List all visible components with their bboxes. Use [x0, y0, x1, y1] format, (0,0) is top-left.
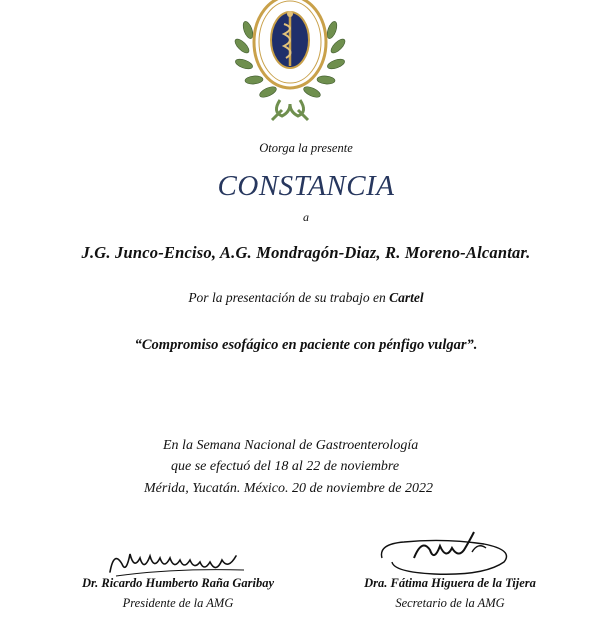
- connector-text: a: [303, 210, 309, 224]
- certificate-title: CONSTANCIA: [217, 170, 395, 202]
- work-title: “Compromiso esofágico en paciente con pénfigo vulgar”.: [134, 337, 478, 353]
- right-signer-role: Secretario de la AMG: [395, 596, 505, 610]
- presentation-type: Cartel: [389, 290, 424, 305]
- grant-text: Otorga la presente: [259, 141, 353, 155]
- presentation-prefix: Por la presentación de su trabajo en: [188, 290, 386, 305]
- event-line-2: que se efectuó del 18 al 22 de noviembre: [171, 459, 400, 474]
- authors-line: J.G. Junco-Enciso, A.G. Mondragón-Diaz, R. Moreno-Alcantar.: [81, 243, 531, 262]
- presentation-line: [0, 290, 612, 306]
- event-line-3: Mérida, Yucatán. México. 20 de noviembre de 2022: [144, 481, 434, 496]
- left-signer-role: Presidente de la AMG: [122, 596, 234, 610]
- amg-seal-logo: [232, 0, 348, 122]
- event-line-1: En la Semana Nacional de Gastroenterología: [163, 438, 419, 453]
- right-signer-name: Dra. Fátima Higuera de la Tijera: [364, 576, 536, 590]
- left-signer-name: Dr. Ricardo Humberto Raña Garibay: [81, 576, 275, 590]
- right-signature-scribble: [374, 522, 524, 584]
